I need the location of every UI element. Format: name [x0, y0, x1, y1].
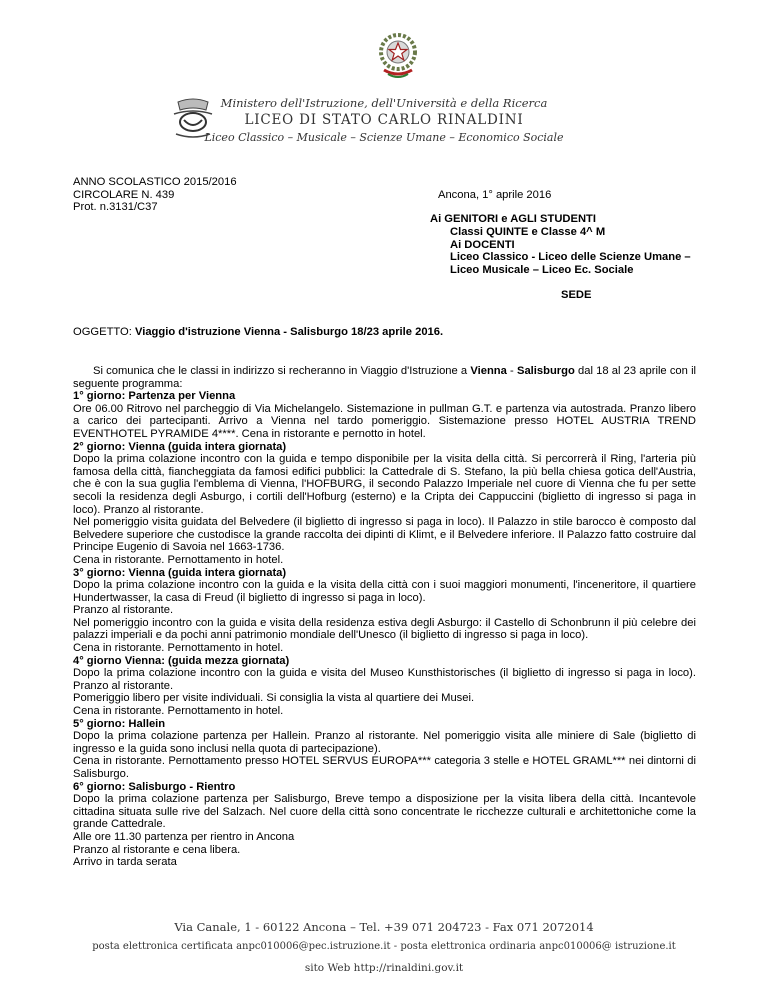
day3-text-2: Pranzo al ristorante.	[73, 604, 174, 617]
recipients-sede: SEDE	[561, 289, 592, 301]
day4-text-3: Cena in ristorante. Pernottamento in hotel.	[73, 705, 284, 718]
day5-text-1: Dopo la prima colazione partenza per Hallein. Pranzo al ristorante. Nel pomeriggio visita alle miniere di Sale (biglietto di ingresso e la guida sono inclusi nella quota di partecipazione).	[73, 730, 696, 755]
day6-text-4: Arrivo in tarda serata	[73, 856, 177, 869]
day4-text-2: Pomeriggio libero per visite individuali. Si consiglia la vista al quartiere dei Musei.	[73, 692, 475, 705]
day2-title: 2° giorno: Vienna (guida intera giornata)	[73, 440, 287, 453]
recipients-classes: Classi QUINTE e Classe 4^ M	[450, 226, 606, 238]
day6-text-2: Alle ore 11.30 partenza per rientro in Ancona	[73, 830, 295, 843]
footer-website: sito Web http://rinaldini.gov.it	[304, 962, 464, 974]
day4-title: 4° giorno Vienna: (guida mezza giornata)	[73, 654, 290, 667]
day4-text-1: Dopo la prima colazione incontro con la guida e visita del Museo Kunsthistorisches (il biglietto di ingresso si paga in loco). Pranzo al ristorante.	[73, 667, 696, 692]
day3-text-4: Cena in ristorante. Pernottamento in hotel.	[73, 642, 284, 655]
day2-text-2: Nel pomeriggio visita guidata del Belvedere (il biglietto di ingresso si paga in loco). Il Palazzo in stile barocco è composto dal Belvedere superiore che custodisce la grande raccolta dei dipinti di Klimt, e il Belvedere inferiore. Il Palazzo fatto costruire dal Principe Eugenio di Savoia nel 1663-1736.	[73, 516, 696, 554]
intro-salisburgo: Salisburgo	[516, 365, 575, 377]
intro-dash: -	[510, 365, 514, 377]
day6-text-1: Dopo la prima colazione partenza per Salisburgo, Breve tempo a disposizione per la visita libera della città. Incantevole cittadina situata sulle rive del Salzach. Nel cuore della città sono concentrate le ricchezze culturali e architettoniche come la grande Cattedrale.	[73, 793, 696, 831]
day3-text-3: Nel pomeriggio incontro con la guida e visita della residenza estiva degli Asburgo: il Castello di Schonbrunn il più celebre dei palazzi imperiali e da pochi anni patrimonio mondiale dell'Unesco (il biglietto di ingresso si paga in loco).	[73, 616, 696, 642]
intro-vienna: Vienna	[470, 365, 507, 377]
subject-text: Viaggio d'istruzione Vienna - Salisburgo 18/23 aprile 2016.	[134, 326, 444, 338]
itinerary-body	[73, 365, 696, 869]
day1-title: 1° giorno: Partenza per Vienna	[73, 390, 236, 403]
day6-text-3: Pranzo al ristorante e cena libera.	[73, 843, 241, 856]
italian-republic-emblem-icon	[374, 30, 422, 82]
day1-text: Ore 06.00 Ritrovo nel parcheggio di Via Michelangelo. Sistemazione in pullman G.T. e partenza via autostrada. Pranzo libero a carico dei partecipanti. Arrivo a Vienna nel tardo pomeriggio. Sistemazione presso HOTEL AUSTRIA TREND EVENTHOTEL PYRAMIDE 4****. Cena in ristorante e pernotto in hotel.	[73, 402, 696, 440]
day5-title: 5° giorno: Hallein	[73, 717, 166, 730]
subject-label: OGGETTO:	[73, 326, 132, 338]
place-date: Ancona, 1° aprile 2016	[438, 189, 552, 201]
circular-number: CIRCOLARE N. 439	[73, 189, 175, 201]
footer-emails: posta elettronica certificata anpc010006@pec.istruzione.it - posta elettronica ordinaria anpc010006@ istruzione.it	[92, 941, 676, 952]
day2-text-1: Dopo la prima colazione incontro con la guida e tempo disponibile per la visita della città. Si percorrerà il Ring, l'arteria più famosa della città, fiancheggiata da famosi edifici pubblici: la Cattedrale di S. Stefano, la più bella chiesa gotica dell'Austria, che è con la sua guglia l'emblema di Vienna, l'HOFBURG, il secondo Palazzo Imperiale nel cuore di Vienna che fu per sette secoli la residenza degli Asburgo, i cortili dell'Hofburg (esterno) e la Cripta dei Cappuccini (biglietto di ingresso si paga in loco). Pranzo al ristorante.	[73, 453, 696, 516]
day3-title: 3° giorno: Vienna (guida intera giornata)	[73, 566, 287, 579]
recipients-teachers: Ai DOCENTI	[450, 239, 515, 251]
protocol-number: Prot. n.3131/C37	[73, 201, 158, 213]
intro-paragraph	[73, 365, 696, 390]
subject-line	[73, 326, 443, 339]
school-types: Liceo Classico – Musicale – Scienze Umane – Economico Sociale	[204, 131, 564, 144]
day5-text-2: Cena in ristorante. Pernottamento presso HOTEL SERVUS EUROPA*** categoria 3 stelle e HOTEL GRAML*** nei dintorni di Salisburgo.	[73, 755, 696, 780]
recipients-schools-1: Liceo Classico - Liceo delle Scienze Umane –	[450, 251, 691, 263]
day6-title: 6° giorno: Salisburgo - Rientro	[73, 780, 236, 793]
day3-text-1: Dopo la prima colazione incontro con la guida e la visita della città con i suoi maggiori monumenti, l'inceneritore, il quartiere Hundertwasser, la casa di Freud (il biglietto di ingresso si paga in loco).	[73, 579, 696, 604]
day2-text-3: Cena in ristorante. Pernottamento in hotel.	[73, 553, 284, 566]
recipients-parents-students: Ai GENITORI e AGLI STUDENTI	[430, 213, 596, 225]
intro-text-end: dal 18 al 23 aprile con il seguente programma:	[73, 365, 697, 390]
recipients-schools-2: Liceo Musicale – Liceo Ec. Sociale	[450, 264, 634, 276]
school-year: ANNO SCOLASTICO 2015/2016	[73, 176, 237, 188]
ministry-line: Ministero dell'Istruzione, dell'Università e della Ricerca	[220, 96, 548, 110]
footer-address: Via Canale, 1 - 60122 Ancona – Tel. +39 071 204723 - Fax 071 2072014	[174, 920, 594, 934]
intro-text: Si comunica che le classi in indirizzo si recheranno in Viaggio d'Istruzione a	[93, 365, 468, 377]
school-name: LICEO DI STATO CARLO RINALDINI	[244, 112, 524, 128]
